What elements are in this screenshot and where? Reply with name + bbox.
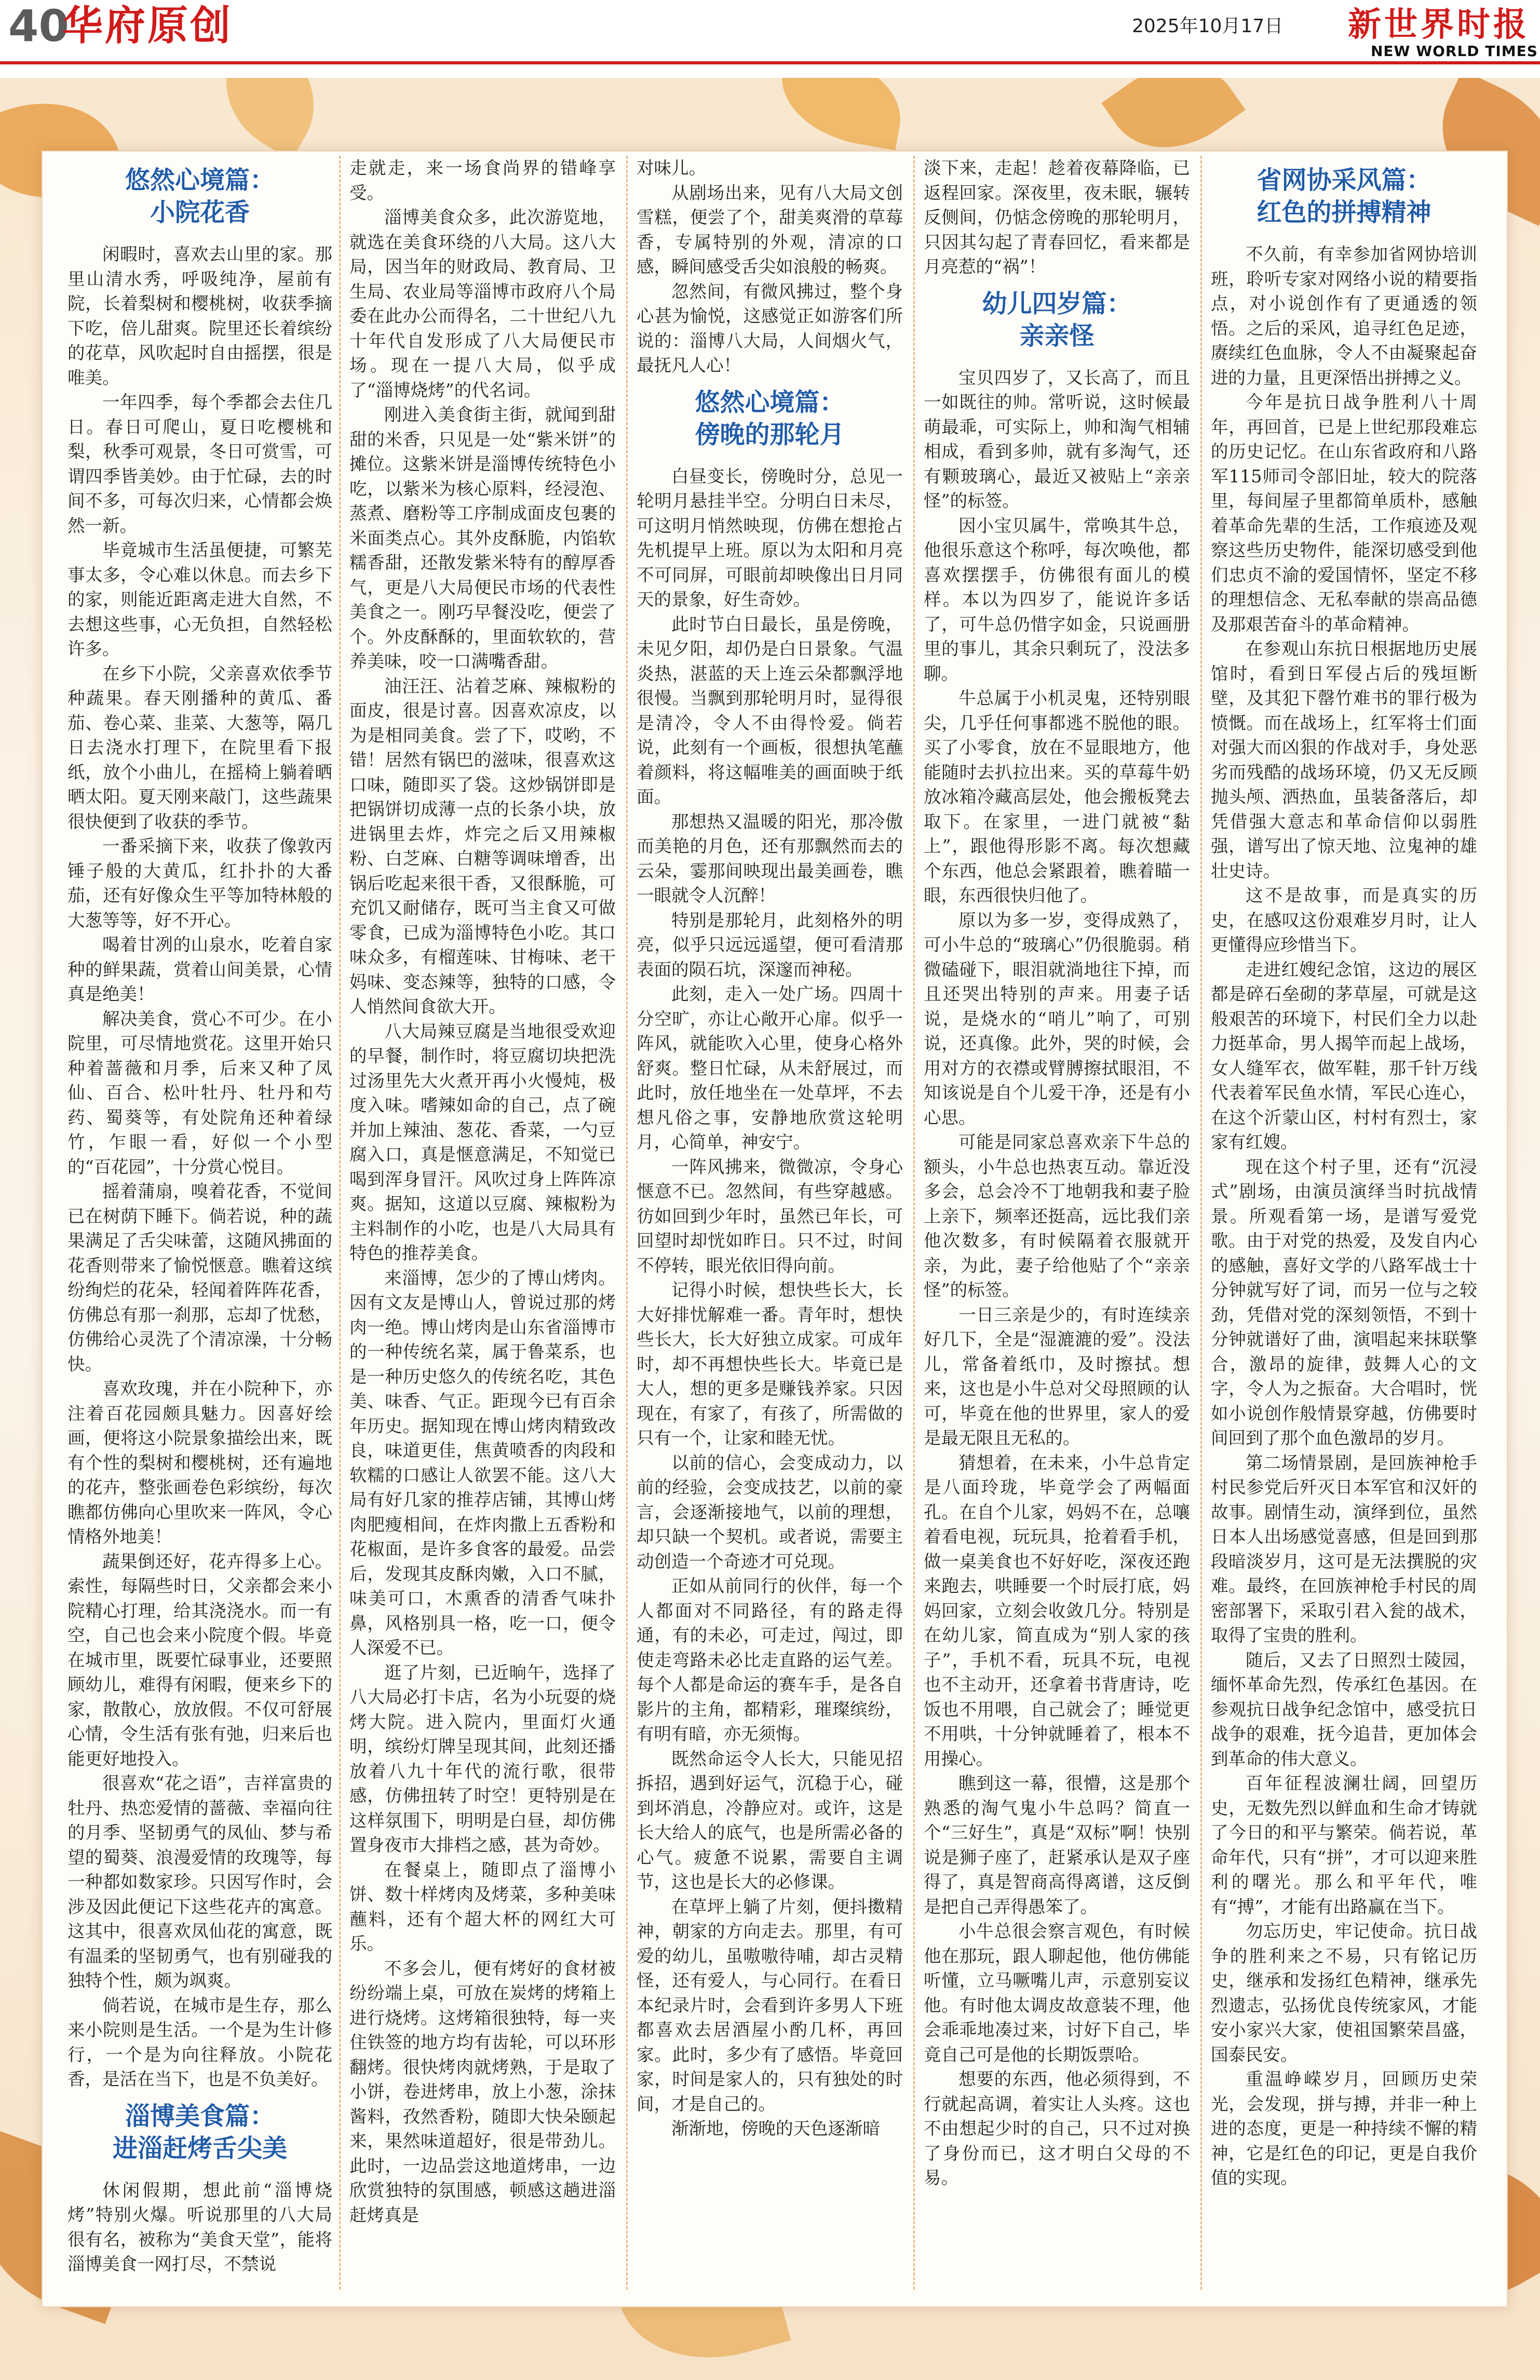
paragraph: 很喜欢“花之语”，吉祥富贵的牡丹、热恋爱情的蔷薇、幸福向往的月季、坚韧勇气的凤仙、梦与希望的蜀葵、浪漫爱情的玫瑰等，每一种都如数家珍。只因写作时，会涉及因此便记下这些花卉的寓意。这其中，很喜欢凤仙花的寓意，既有温柔的坚韧勇气，也有别碰我的独特个性，颇为飒爽。 xyxy=(67,1773,332,1991)
section-heading-line-1: 幼儿四岁篇： xyxy=(982,289,1132,318)
paragraph: 白昼变长，傍晚时分，总见一轮明月悬挂半空。分明白日未尽，可这明月悄然映现，仿佛在想抢占先机提早上班。原以为太阳和月亮不可同屏，可眼前却映像出日月同天的景象，好生奇妙。 xyxy=(637,466,903,610)
paragraph: 可能是同家总喜欢亲下牛总的额头，小牛总也热衷互动。靠近没多会，总会冷不丁地朝我和妻子脸上亲下，频率还挺高，远比我们亲他次数多，有时候隔着衣服就开亲，为此，妻子给他贴了个“亲亲怪”的标签。 xyxy=(924,1132,1190,1300)
paragraph: 此刻，走入一处广场。四周十分空旷，亦让心敞开心扉。似乎一阵风，就能吹入心里，使身心格外舒爽。整日忙碌，从未舒展过，而此时，放任地坐在一处草坪，不去想凡俗之事，安静地欣赏这轮明月，心简单，神安宁。 xyxy=(637,984,903,1152)
article-column-1 xyxy=(67,156,332,2295)
section-heading xyxy=(67,2100,332,2165)
paragraph: 在参观山东抗日根据地历史展馆时，看到日军侵占后的残垣断壁，及其犯下罄竹难书的罪行极为愤慨。而在战场上，红军将士们面对强大而凶狠的作战对手，身处恶劣而残酷的战场环境，仍又无反顾抛头颅、洒热血，虽装备落后，却凭借强大意志和革命信仰以弱胜强，谱写出了惊天地、泣鬼神的雄壮史诗。 xyxy=(1211,639,1477,881)
paragraph: 今年是抗日战争胜利八十周年，再回首，已是上世纪那段难忘的历史记忆。在山东省政府和八路军115师司令部旧址，较大的院落里，每间屋子里都简单质朴，感触着革命先辈的生活，工作痕迹及观察这些历史物件，能深切感受到他们忠贞不渝的爱国情怀，坚定不移的理想信念、无私奉献的崇高品德及那艰苦奋斗的革命精神。 xyxy=(1211,392,1477,634)
paragraph: 一日三亲是少的，有时连续亲好几下，全是“湿漉漉的爱”。没法儿，常备着纸巾，及时擦拭。想来，这也是小牛总对父母照顾的认可，毕竟在他的世界里，家人的爱是最无限且无私的。 xyxy=(924,1304,1190,1448)
page-number: 40 xyxy=(8,1,69,51)
section-heading-line-1: 省网协采风篇： xyxy=(1257,166,1431,195)
column-divider xyxy=(339,156,341,2290)
paragraph: 在草坪上躺了片刻，便抖擞精神，朝家的方向走去。那里，有可爱的幼儿，虽嗷嗷待哺，却古灵精怪，还有爱人，与心同行。在看日本纪录片时，会看到许多男人下班都喜欢去居酒屋小酌几杯，再回家。此时，多少有了感悟。毕竟回家，时间是家人的，只有独处的时间，才是自己的。 xyxy=(637,1896,903,2114)
paragraph: 随后，又去了日照烈士陵园，缅怀革命先烈，传承红色基因。在参观抗日战争纪念馆中，感受抗日战争的艰难，抚今追昔，更加体会到革命的伟大意义。 xyxy=(1211,1649,1477,1769)
section-heading-line-2: 傍晚的那轮月 xyxy=(695,420,845,449)
masthead xyxy=(0,0,1540,78)
paragraph: 忽然间，有微风拂过，整个身心甚为愉悦，这感觉正如游客们所说的：淄博八大局，人间烟火气，最抚凡人心！ xyxy=(637,281,903,375)
paragraph: 蔬果倒还好，花卉得多上心。索性，每隔些时日，父亲都会来小院精心打理，给其浇浇水。而一有空，自己也会来小院度个假。毕竟在城市里，既要忙碌事业，还要照顾幼儿，难得有闲暇，便来乡下的家，散散心，放放假。不仅可舒展心情，令生活有张有弛，归来后也能更好地投入。 xyxy=(67,1551,332,1769)
paragraph: 逛了片刻，已近晌午，选择了八大局必打卡店，名为小玩耍的烧烤大院。进入院内，里面灯火通明，缤纷灯牌呈现其间，此刻还播放着八九十年代的流行歌，很带感，仿佛扭转了时空！更特别是在这样氛围下，明明是白昼，却仿佛置身夜市大排档之感，甚为奇妙。 xyxy=(349,1662,616,1855)
paragraph: 在乡下小院，父亲喜欢依季节种蔬果。春天刚播种的黄瓜、番茄、卷心菜、韭菜、大葱等，隔几日去浇水打理下，在院里看下报纸，放个小曲儿，在摇椅上躺着晒晒太阳。夏天刚来敲门，这些蔬果很快便到了收获的季节。 xyxy=(67,663,332,832)
article-column-3 xyxy=(637,156,903,2295)
paragraph: 一阵风拂来，微微凉，令身心惬意不已。忽然间，有些穿越感。彷如回到少年时，虽然已年长，可回望时却恍如昨日。只不过，时间不停转，眼光依旧得向前。 xyxy=(637,1156,903,1276)
paragraph: 现在这个村子里，还有“沉浸式”剧场，由演员演绎当时抗战情景。所观看第一场，是谱写爱党歌。由于对党的热爱，及发自内心的感触，喜好文学的八路军战士十分钟就写好了词，而另一位与之较劲，凭借对党的深刻领悟，不到十分钟就谱好了曲，演唱起来抹联擎合，激昂的旋律，鼓舞人心的文字，令人为之振奋。大合唱时，恍如小说创作般情景穿越，仿佛要时间回到了那个血色激昂的岁月。 xyxy=(1211,1156,1477,1448)
paragraph-continued: 对味儿。 xyxy=(637,158,706,178)
section-heading xyxy=(637,386,903,451)
paragraph: 一年四季，每个季都会去住几日。春日可爬山，夏日吃樱桃和梨，秋季可观景，冬日可赏雪，可谓四季皆美妙。由于忙碌，去的时间不多，可每次归来，心情都会焕然一新。 xyxy=(67,392,332,536)
paragraph: 八大局辣豆腐是当地很受欢迎的早餐，制作时，将豆腐切块把洗过汤里先大火煮开再小火慢炖，极度入味。嗜辣如命的自己，点了碗并加上辣油、葱花、香菜，一勺豆腐入口，真是惬意满足，不知觉已喝到浑身冒汗。风吹过身上阵阵凉爽。据知，这道以豆腐、辣椒粉为主料制作的小吃，也是八大局具有特色的推荐美食。 xyxy=(349,1021,616,1263)
paragraph: 毕竟城市生活虽便捷，可繁芜事太多，令心难以休息。而去乡下的家，则能近距离走进大自然，不去想这些事，心无负担，自然轻松许多。 xyxy=(67,540,332,659)
section-heading-line-1: 悠然心境篇： xyxy=(695,387,845,417)
paragraph: 宝贝四岁了，又长高了，而且一如既往的帅。常听说，这时候最萌最乖，可实际上，帅和淘气相辅相成，看到多帅，就有多淘气，还有颗玻璃心，最近又被贴上“亲亲怪”的标签。 xyxy=(924,367,1190,511)
paragraph: 猜想着，在未来，小牛总肯定是八面玲珑，毕竟学会了两幅面孔。在自个儿家，妈妈不在，总嚷着看电视，玩玩具，抢着看手机，做一桌美食也不好好吃，深夜还跑来跑去，哄睡要一个时辰打底，妈妈回家，立刻会收敛几分。特别是在幼儿家，简直成为“别人家的孩子”，手机不看，玩具不玩，电视也不主动开，还拿着书背唐诗，吃饭也不用喂，自己就会了；睡觉更不用哄，十分钟就睡着了，根本不用操心。 xyxy=(924,1452,1190,1769)
article-column-2 xyxy=(349,156,616,2295)
column-divider xyxy=(626,156,628,2290)
article-column-4 xyxy=(924,156,1190,2295)
paragraph: 重温峥嵘岁月，回顾历史荣光，会发现，拼与搏，并非一种上进的态度，更是一种持续不懈的精神，它是红色的印记，更是自我价值的实现。 xyxy=(1211,2069,1477,2188)
paragraph: 勿忘历史，牢记使命。抗日战争的胜利来之不易，只有铭记历史，继承和发扬红色精神，继承先烈遗志，弘扬优良传统家风，才能安小家兴大家，使祖国繁荣昌盛，国泰民安。 xyxy=(1211,1921,1477,2065)
paragraph: 倘若说，在城市是生存，那么来小院则是生活。一个是为生计修行，一个是为向往释放。小院花香，是活在当下，也是不负美好。 xyxy=(67,1995,332,2089)
paragraph: 此时节白日最长，虽是傍晚，未见夕阳，却仍是白日景象。气温炎热，湛蓝的天上连云朵都飘浮地很慢。当飘到那轮明月时，显得很是清冷，令人不由得怜爱。倘若说，此刻有一个画板，很想执笔蘸着颜料，将这幅唯美的画面映于纸面。 xyxy=(637,614,903,807)
paragraph: 小牛总很会察言观色，有时候他在那玩，跟人聊起他，他仿佛能听懂，立马噘嘴儿声，示意别妄议他。有时他太调皮故意装不理，他会乖乖地凑过来，讨好下自己，毕竟自己可是他的长期饭票哈。 xyxy=(924,1921,1190,2065)
paragraph: 从剧场出来，见有八大局文创雪糕，便尝了个，甜美爽滑的草莓香，专属特别的外观，清凉的口感，瞬间感受舌尖如浪般的畅爽。 xyxy=(637,182,903,277)
paragraph: 淄博美食众多，此次游览地，就选在美食环绕的八大局。这八大局，因当年的财政局、教育局、卫生局、农业局等淄博市政府八个局委在此办公而得名，二十世纪八九十年代自发形成了八大局便民市场。现在一提八大局，似乎成了“淄博烧烤”的代名词。 xyxy=(349,207,616,400)
section-heading-line-1: 悠然心境篇： xyxy=(125,166,275,195)
section-heading xyxy=(67,164,332,228)
issue-date: 2025年10月17日 xyxy=(1132,16,1284,37)
paragraph: 这不是故事，而是真实的历史，在感叹这份艰难岁月时，让人更懂得应珍惜当下。 xyxy=(1211,885,1477,955)
newspaper-logo-english: NEW WORLD TIMES xyxy=(1371,43,1538,60)
section-heading-line-2: 进淄赶烤舌尖美 xyxy=(112,2133,287,2163)
column-divider xyxy=(1200,156,1202,2290)
section-heading-line-2: 亲亲怪 xyxy=(1019,321,1095,350)
paragraph-continued: 淡下来，走起！趁着夜幕降临，已返程回家。深夜里，夜未眠，辗转反侧间，仍惦念傍晚的那轮明月，只因其勾起了青春回忆，看来都是月亮惹的“祸”！ xyxy=(924,158,1190,277)
section-heading-line-1: 淄博美食篇： xyxy=(125,2101,275,2131)
paragraph: 渐渐地，傍晚的天色逐渐暗 xyxy=(671,2118,880,2139)
column-divider xyxy=(913,156,915,2290)
section-heading xyxy=(924,288,1190,352)
paragraph: 因小宝贝属牛，常唤其牛总，他很乐意这个称呼，每次唤他，都喜欢摆摆手，仿佛很有面儿的模样。本以为四岁了，能说许多话了，可牛总仍惜字如金，只说画册里的事儿，其余只剩玩了，没法多聊。 xyxy=(924,515,1190,684)
masthead-rule xyxy=(0,61,1540,64)
paragraph: 在餐桌上，随即点了淄博小饼、数十样烤肉及烤菜，多种美味蘸料，还有个超大杯的网红大可乐。 xyxy=(349,1859,616,1954)
paragraph: 一番采摘下来，收获了像敦丙锤子般的大黄瓜，红扑扑的大番茄，还有好像众生平等加特林般的大葱等等，好不开心。 xyxy=(67,836,332,930)
paragraph: 牛总属于小机灵鬼，还特别眼尖，几乎任何事都逃不脱他的眼。买了小零食，放在不显眼地方，他能随时去扒拉出来。买的草莓牛奶放冰箱冷藏高层处，他会搬板凳去取下。在家里，一进门就被“黏上”，跟他得形影不离。每次想藏个东西，他总会紧跟着，瞧着瞄一眼，东西很快归他了。 xyxy=(924,688,1190,905)
paragraph: 刚进入美食街主街，就闻到甜甜的米香，只见是一处“紫米饼”的摊位。这紫米饼是淄博传统特色小吃，以紫米为核心原料，经浸泡、蒸煮、磨粉等工序制成面皮包裹的米面类点心。其外皮酥脆，内馅软糯香甜，还散发紫米特有的醇厚香气，更是八大局便民市场的代表性美食之一。刚巧早餐没吃，便尝了个。外皮酥酥的，里面软软的，营养美味，咬一口满嘴香甜。 xyxy=(349,404,616,671)
leaf-decoration xyxy=(773,78,910,151)
paragraph: 以前的信心，会变成动力，以前的经验，会变成技艺，以前的豪言，会逐渐接地气，以前的理想，却只缺一个契机。或者说，需要主动创造一个奇迹才可兑现。 xyxy=(637,1452,903,1572)
paragraph: 特别是那轮月，此刻格外的明亮，似乎只远远遥望，便可看清那表面的陨石坑，深邃而神秘。 xyxy=(637,910,903,980)
section-title: 华府原创 xyxy=(62,3,233,49)
paragraph: 休闲假期，想此前“淄博烧烤”特别火爆。听说那里的八大局很有名，被称为“美食天堂”，能将淄博美食一网打尽，不禁说 xyxy=(67,2180,332,2274)
paragraph: 百年征程波澜壮阔，回望历史，无数先烈以鲜血和生命才铸就了今日的和平与繁荣。倘若说，革命年代，只有“拼”，才可以迎来胜利的曙光。那么和平年代，唯有“搏”，才能有出路赢在当下。 xyxy=(1211,1773,1477,1917)
paragraph: 摇着蒲扇，嗅着花香，不觉间已在树荫下睡下。倘若说，种的蔬果满足了舌尖味蕾，这随风拂面的花香则带来了愉悦惬意。瞧着这缤纷绚烂的花朵，轻闻着阵阵花香，仿佛总有那一刹那，忘却了忧愁，仿佛给心灵洗了个清凉澡，十分畅快。 xyxy=(67,1181,332,1374)
paragraph: 想要的东西，他必须得到，不行就起高调，着实让人头疼。这也不由想起少时的自己，只不过对换了身份而已，这才明白父母的不易。 xyxy=(924,2069,1190,2188)
paragraph: 原以为多一岁，变得成熟了，可小牛总的“玻璃心”仍很脆弱。稍微磕碰下，眼泪就淌地往下掉，而且还哭出特别的声来。用妻子话说，是烧水的“哨儿”响了，可别说，还真像。此外，哭的时候，会用对方的衣襟或臂膊擦拭眼泪，不知该说是自个儿爱干净，还是有小心思。 xyxy=(924,910,1190,1128)
section-heading-line-2: 小院花香 xyxy=(150,198,250,227)
paragraph: 那想热又温暖的阳光，那冷傲而美艳的月色，还有那飘然而去的云朵，霎那间映现出最美画卷，瞧一眼就令人沉醉！ xyxy=(637,811,903,905)
article-column-5 xyxy=(1211,156,1477,2295)
paragraph-continued: 走就走，来一场食尚界的错峰享受。 xyxy=(349,158,616,203)
paragraph: 第二场情景剧，是回族神枪手村民参党后歼灭日本军官和汉奸的故事。剧情生动，演绎到位，虽然日本人出场感觉喜感，但是回到那段暗淡岁月，这可是无法撰脱的灾难。最终，在回族神枪手村民的周密部署下，采取引君入瓮的战术，取得了宝贵的胜利。 xyxy=(1211,1452,1477,1645)
newspaper-logo: 新世界时报 xyxy=(1348,5,1530,44)
paragraph: 记得小时候，想快些长大，长大好排忧解难一番。青年时，想快些长大，长大好独立成家。可成年时，却不再想快些长大。毕竟已是大人，想的更多是赚钱养家。只因现在，有家了，有孩了，所需做的只有一个，让家和睦无忧。 xyxy=(637,1280,903,1448)
section-heading-line-2: 红色的拼搏精神 xyxy=(1257,198,1431,227)
paragraph: 喝着甘冽的山泉水，吃着自家种的鲜果蔬，赏着山间美景，心情真是绝美！ xyxy=(67,935,332,1004)
paragraph: 喜欢玫瑰，并在小院种下，亦注着百花园颇具魅力。因喜好绘画，便将这小院景象描绘出来，既有个性的梨树和樱桃树，还有遍地的花卉，整张画卷色彩缤纷，每次瞧都仿佛向心里吹来一阵风，令心情格外地美！ xyxy=(67,1378,332,1547)
paragraph: 正如从前同行的伙伴，每一个人都面对不同路径，有的路走得通，有的未必，可走过，闯过，即使走弯路未必比走直路的运气差。每个人都是命运的赛车手，是各自影片的主角，都精彩，璀璨缤纷，有明有暗，亦无须悔。 xyxy=(637,1576,903,1744)
paragraph: 走进红嫂纪念馆，这边的展区都是碎石垒砌的茅草屋，可就是这般艰苦的环境下，村民们全力以赴力挺革命，男人揭竿而起上战场，女人缝军衣，做军鞋，那千针万线代表着军民鱼水情，军民心连心，在这个沂蒙山区，村村有烈士，家家有红嫂。 xyxy=(1211,959,1477,1152)
paragraph: 解决美食，赏心不可少。在小院里，可尽情地赏花。这里开始只种着蔷薇和月季，后来又种了凤仙、百合、松叶牡丹、牡丹和芍药、蜀葵等，有处院角还种着绿竹，乍眼一看，好似一个小型的“百花园”，十分赏心悦目。 xyxy=(67,1008,332,1177)
paragraph: 不多会儿，便有烤好的食材被纷纷端上桌，可放在炭烤的烤箱上进行烧烤。这烤箱很独特，每一夹住铁签的地方均有齿轮，可以环形翻烤。很快烤肉就烤熟，于是取了小饼，卷进烤串，放上小葱，涂抹酱料，孜然香粉，随即大快朵颐起来，果然味道超好，很是带劲儿。此时，一边品尝这地道烤串，一边欣赏独特的氛围感，顿感这趟进淄赶烤真是 xyxy=(349,1958,616,2225)
leaf-decoration xyxy=(201,78,338,160)
paragraph: 油汪汪、沾着芝麻、辣椒粉的面皮，很是讨喜。因喜欢凉皮，以为是相同美食。尝了下，哎哟，不错！居然有锅巴的滋味，很喜欢这口味，随即买了袋。这炒锅饼即是把锅饼切成薄一点的长条小块，放进锅里去炸，炸完之后又用辣椒粉、白芝麻、白糖等调味增香，出锅后吃起来很干香，又很酥脆，可充饥又耐储存，既可当主食又可做零食，已成为淄博特色小吃。其口味众多，有榴莲味、甘梅味、老干妈味、变态辣等，独特的口感，令人悄然间食欲大开。 xyxy=(349,675,616,1017)
paragraph: 闲暇时，喜欢去山里的家。那里山清水秀，呼吸纯净，屋前有院，长着梨树和樱桃树，收获季摘下吃，倍儿甜爽。院里还长着缤纷的花草，风吹起时自由摇摆，很是唯美。 xyxy=(67,244,332,388)
paragraph: 瞧到这一幕，很懵，这是那个熟悉的淘气鬼小牛总吗？简直一个“三好生”，真是“双标”啊！快别说是狮子座了，赶紧承认是双子座得了，真是智商高得离谱，这反倒是把自己弄得愚笨了。 xyxy=(924,1773,1190,1917)
paragraph: 既然命运令人长大，只能见招拆招，遇到好运气，沉稳于心，碰到坏消息，冷静应对。或许，这是长大给人的底气，也是所需必备的心气。疲惫不说累，需要自主调节，这也是长大的必修课。 xyxy=(637,1748,903,1892)
paragraph: 来淄博，怎少的了博山烤肉。因有文友是博山人，曾说过那的烤肉一绝。博山烤肉是山东省淄博市的一种传统名菜，属于鲁菜系，也是一种历史悠久的传统名吃，其色美、味香、气正。距现今已有百余年历史。据知现在博山烤肉精致改良，味道更佳，焦黄喷香的肉段和软糯的口感让人欲罢不能。这八大局有好几家的推荐店铺，其博山烤肉肥瘦相间，在炸肉撒上五香粉和花椒面，是许多食客的最爱。品尝后，发现其皮酥肉嫩，入口不腻，味美可口，木熏香的清香气味扑鼻，风格别具一格，吃一口，便令人深爱不已。 xyxy=(349,1267,616,1658)
section-heading xyxy=(1211,164,1477,228)
paragraph: 不久前，有幸参加省网协培训班，聆听专家对网络小说的精要指点，对小说创作有了更通透的领悟。之后的采风，追寻红色足迹，赓续红色血脉，令人不由凝聚起奋进的力量，且更深悟出拼搏之义。 xyxy=(1211,244,1477,388)
